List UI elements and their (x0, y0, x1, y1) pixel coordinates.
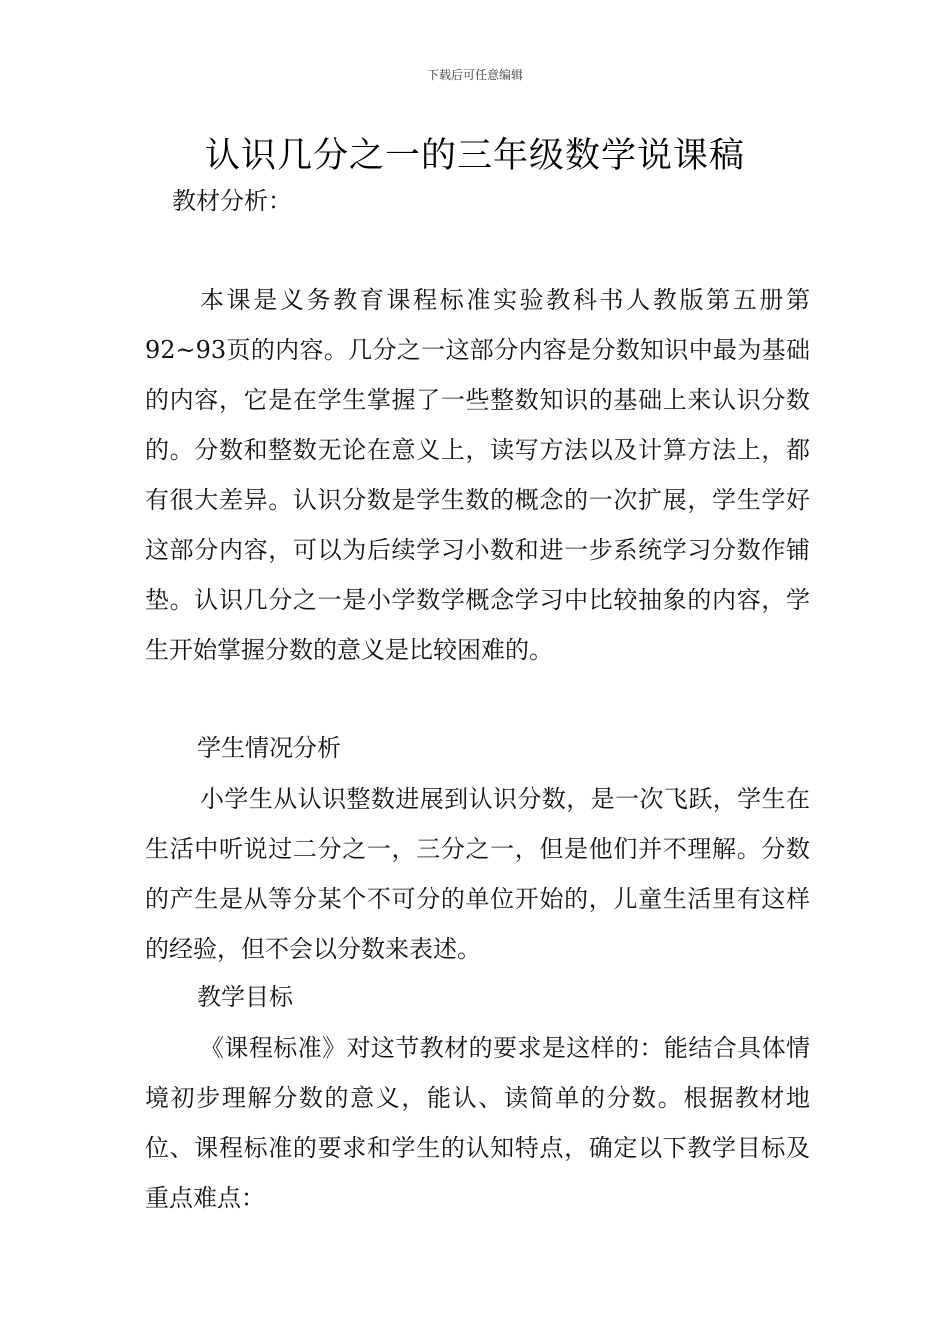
paragraph-student-analysis: 小学生从认识整数进展到认识分数，是一次飞跃，学生在生活中听说过二分之一，三分之一，但是他们并不理解。分数的产生是从等分某个不可分的单位开始的，儿童生活里有这样的经验，但不会以分数来表述。 (145, 785, 810, 963)
section-heading-student-analysis: 学生情况分析 (197, 734, 341, 762)
page-header-note: 下载后可任意编辑 (426, 68, 523, 82)
section-heading-textbook-analysis: 教材分析： (172, 187, 292, 215)
section-heading-teaching-goals: 教学目标 (197, 983, 293, 1011)
paragraph-textbook-analysis: 本课是义务教育课程标准实验教科书人教版第五册第92~93页的内容。几分之一这部分内容是分数知识中最为基础的内容，它是在学生掌握了一些整数知识的基础上来认识分数的。分数和整数无论在意义上，读写方法以及计算方法上，都有很大差异。认识分数是学生数的概念的一次扩展，学生学好这部分内容，可以为后续学习小数和进一步系统学习分数作铺垫。认识几分之一是小学数学概念学习中比较抽象的内容，学生开始掌握分数的意义是比较困难的。 (145, 286, 810, 664)
paragraph-teaching-goals: 《课程标准》对这节教材的要求是这样的：能结合具体情境初步理解分数的意义，能认、读简单的分数。根据教材地位、课程标准的要求和学生的认知特点，确定以下教学目标及重点难点： (145, 1034, 810, 1212)
document-title: 认识几分之一的三年级数学说课稿 (204, 136, 745, 176)
